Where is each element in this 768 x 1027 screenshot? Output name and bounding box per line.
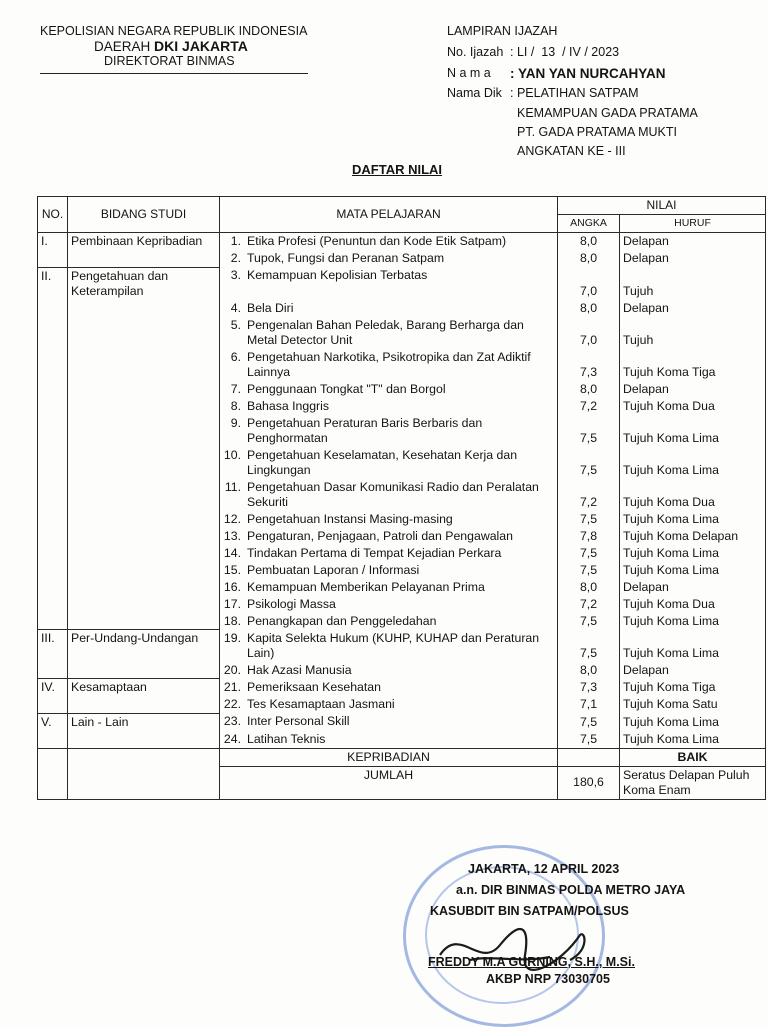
- grade-angka: 7,2: [558, 479, 620, 511]
- header-right: [447, 24, 767, 159]
- signature-block: [420, 862, 760, 987]
- nama-dik-line2: KEMAMPUAN GADA PRATAMA: [517, 106, 698, 120]
- subject-name: Pemeriksaan Kesehatan: [247, 679, 381, 694]
- table-row: [38, 613, 766, 630]
- grade-angka: 8,0: [558, 233, 620, 251]
- subject-wrapper: [223, 563, 554, 578]
- ijazah-no-label: No. Ijazah: [447, 45, 504, 59]
- group-bidang: [68, 613, 220, 630]
- group-bidang: [68, 662, 220, 679]
- subject-wrapper: [223, 529, 554, 544]
- subject-cell: [220, 696, 558, 713]
- jumlah-label: JUMLAH: [220, 766, 558, 799]
- table-row: [38, 630, 766, 662]
- grade-angka: 7,5: [558, 545, 620, 562]
- group-bidang: [68, 398, 220, 415]
- subject-name: Pengetahuan Narkotika, Psikotropika dan Zat Adiktif Lainnya: [247, 349, 531, 379]
- footer-blank-no: [38, 748, 68, 766]
- signer-rank-nrp: AKBP NRP 73030705: [486, 972, 610, 986]
- grade-angka: 7,5: [558, 731, 620, 749]
- subject-cell: [220, 267, 558, 300]
- table-row: [38, 545, 766, 562]
- subject-cell: [220, 613, 558, 630]
- group-no: [38, 579, 68, 596]
- grade-huruf: Tujuh Koma Tiga: [620, 679, 766, 697]
- subject-number: 12.: [223, 511, 241, 526]
- group-bidang: [68, 300, 220, 317]
- subject-number: 7.: [230, 381, 241, 396]
- grade-angka: 7,5: [558, 613, 620, 630]
- group-no: I.: [38, 233, 68, 251]
- nama-value: : YAN YAN NURCAHYAN: [510, 66, 666, 81]
- group-no: [38, 479, 68, 511]
- subject-cell: [220, 415, 558, 447]
- table-row: [38, 528, 766, 545]
- group-no: [38, 696, 68, 713]
- subject-cell: [220, 447, 558, 479]
- col-header-angka: ANGKA: [558, 215, 620, 233]
- table-row: [38, 300, 766, 317]
- subject-wrapper: [223, 597, 554, 612]
- page-title: DAFTAR NILAI: [352, 162, 443, 177]
- grade-huruf: Tujuh: [620, 317, 766, 349]
- table-row: [38, 579, 766, 596]
- group-bidang: [68, 511, 220, 528]
- grade-huruf: Tujuh Koma Lima: [620, 415, 766, 447]
- grade-huruf: Delapan: [620, 250, 766, 267]
- subject-wrapper: [223, 448, 554, 478]
- subject-number: 6.: [230, 349, 241, 364]
- table-row: [38, 317, 766, 349]
- grade-angka: 8,0: [558, 250, 620, 267]
- grade-huruf: Delapan: [620, 662, 766, 679]
- footer-blank-bidang: [68, 748, 220, 766]
- grade-huruf: Tujuh Koma Lima: [620, 545, 766, 562]
- subject-number: 3.: [230, 268, 241, 282]
- signer-name: FREDDY M.A GURNING, S.H., M.Si.: [428, 955, 635, 969]
- grade-angka: 7,8: [558, 528, 620, 545]
- jabatan: KASUBDIT BIN SATPAM/POLSUS: [430, 904, 629, 918]
- subject-name: Etika Profesi (Penuntun dan Kode Etik Satpam): [247, 234, 507, 248]
- jumlah-huruf: Seratus Delapan Puluh Koma Enam: [620, 766, 766, 799]
- subject-number: 1.: [230, 234, 241, 248]
- subject-name: Bela Diri: [247, 300, 294, 315]
- subject-wrapper: [223, 714, 554, 729]
- subject-cell: [220, 679, 558, 697]
- subject-wrapper: [223, 732, 554, 747]
- subject-cell: [220, 317, 558, 349]
- atas-nama: a.n. DIR BINMAS POLDA METRO JAYA: [456, 883, 686, 897]
- subject-wrapper: [223, 234, 554, 249]
- table-row: [38, 447, 766, 479]
- group-no: [38, 511, 68, 528]
- grade-angka: 8,0: [558, 381, 620, 398]
- kepribadian-value: BAIK: [620, 748, 766, 766]
- subject-cell: [220, 479, 558, 511]
- table-row: [38, 731, 766, 749]
- group-no: [38, 300, 68, 317]
- table-row: [38, 250, 766, 267]
- subject-wrapper: [223, 663, 554, 678]
- subject-number: 5.: [230, 317, 241, 332]
- kepribadian-angka-blank: [558, 748, 620, 766]
- grade-angka: 7,3: [558, 679, 620, 697]
- col-header-mapel: MATA PELAJARAN: [220, 197, 558, 233]
- nama-label: N a m a: [447, 66, 491, 80]
- group-no: [38, 613, 68, 630]
- footer-blank-no-2: [38, 766, 68, 799]
- table-row: [38, 398, 766, 415]
- grade-huruf: Tujuh Koma Lima: [620, 562, 766, 579]
- subject-wrapper: [223, 614, 554, 629]
- subject-cell: [220, 349, 558, 381]
- grade-huruf: Delapan: [620, 381, 766, 398]
- subject-name: Pengetahuan Dasar Komunikasi Radio dan Peralatan Sekuriti: [247, 479, 539, 509]
- grade-angka: 7,2: [558, 398, 620, 415]
- group-bidang: Kesamaptaan: [68, 679, 220, 697]
- grade-huruf: Tujuh Koma Dua: [620, 479, 766, 511]
- group-no: [38, 415, 68, 447]
- subject-cell: [220, 713, 558, 731]
- group-bidang: [68, 579, 220, 596]
- grade-huruf: Tujuh Koma Tiga: [620, 349, 766, 381]
- subject-wrapper: [223, 318, 554, 348]
- subject-cell: [220, 528, 558, 545]
- nama-dik-line4: ANGKATAN KE - III: [517, 144, 626, 158]
- subject-cell: [220, 731, 558, 749]
- group-bidang: [68, 415, 220, 447]
- subject-wrapper: [223, 350, 554, 380]
- grade-angka: 7,5: [558, 447, 620, 479]
- table-row: [38, 662, 766, 679]
- grade-angka: 7,5: [558, 511, 620, 528]
- subject-wrapper: [223, 546, 554, 561]
- group-no: [38, 562, 68, 579]
- subject-name: Tupok, Fungsi dan Peranan Satpam: [247, 251, 445, 265]
- subject-wrapper: [223, 512, 554, 527]
- table-row: [38, 679, 766, 697]
- subject-cell: [220, 545, 558, 562]
- group-no: [38, 250, 68, 267]
- grade-angka: 7,5: [558, 713, 620, 731]
- subject-name: Kapita Selekta Hukum (KUHP, KUHAP dan Peraturan Lain): [247, 630, 540, 660]
- subject-name: Pembuatan Laporan / Informasi: [247, 562, 420, 577]
- subject-name: Hak Azasi Manusia: [247, 662, 352, 677]
- subject-name: Tes Kesamaptaan Jasmani: [247, 697, 395, 711]
- footer-blank-bidang-2: [68, 766, 220, 799]
- group-no: [38, 731, 68, 749]
- subject-name: Bahasa Inggris: [247, 398, 330, 413]
- header-left: [40, 24, 310, 74]
- subject-cell: [220, 630, 558, 662]
- place-date: JAKARTA, 12 APRIL 2023: [468, 862, 620, 876]
- grade-angka: 7,2: [558, 596, 620, 613]
- table-row: [38, 696, 766, 713]
- group-bidang: [68, 381, 220, 398]
- subject-name: Latihan Teknis: [247, 731, 326, 746]
- subject-name: Psikologi Massa: [247, 596, 336, 611]
- subject-cell: [220, 596, 558, 613]
- group-bidang: [68, 447, 220, 479]
- group-no: [38, 596, 68, 613]
- grade-huruf: Tujuh Koma Lima: [620, 511, 766, 528]
- subject-number: 22.: [223, 697, 241, 711]
- group-no: [38, 447, 68, 479]
- subject-number: 18.: [223, 613, 241, 628]
- institution-name: KEPOLISIAN NEGARA REPUBLIK INDONESIA: [40, 24, 308, 38]
- nama-dik-value: : PELATIHAN SATPAM: [510, 86, 639, 100]
- subject-number: 16.: [223, 579, 241, 594]
- subject-number: 24.: [223, 731, 241, 746]
- subject-cell: [220, 511, 558, 528]
- subject-number: 19.: [223, 630, 241, 645]
- col-header-huruf: HURUF: [620, 215, 766, 233]
- grade-angka: 7,5: [558, 630, 620, 662]
- group-bidang: Pembinaan Kepribadian: [68, 233, 220, 251]
- group-bidang: Pengetahuan dan Keterampilan: [68, 267, 220, 300]
- col-header-no: NO.: [38, 197, 68, 233]
- subject-name: Pengetahuan Keselamatan, Kesehatan Kerja dan Lingkungan: [247, 447, 518, 477]
- group-bidang: Per-Undang-Undangan: [68, 630, 220, 662]
- group-bidang: [68, 545, 220, 562]
- grade-huruf: Tujuh Koma Lima: [620, 630, 766, 662]
- group-bidang: [68, 528, 220, 545]
- group-no: [38, 381, 68, 398]
- grade-angka: 7,5: [558, 415, 620, 447]
- subject-cell: [220, 233, 558, 251]
- grade-huruf: Tujuh Koma Lima: [620, 613, 766, 630]
- grade-huruf: Tujuh Koma Dua: [620, 596, 766, 613]
- group-no: IV.: [38, 679, 68, 697]
- subject-number: 9.: [230, 415, 241, 430]
- grade-huruf: Tujuh Koma Lima: [620, 447, 766, 479]
- directorate: DIREKTORAT BINMAS: [104, 54, 235, 68]
- subject-name: Kemampuan Memberikan Pelayanan Prima: [247, 579, 485, 594]
- ijazah-no-value: : LI / 13 / IV / 2023: [510, 45, 620, 59]
- subject-number: 14.: [223, 545, 241, 560]
- group-bidang: [68, 479, 220, 511]
- subject-wrapper: [223, 301, 554, 316]
- subject-wrapper: [223, 251, 554, 266]
- subject-number: 11.: [224, 479, 241, 494]
- subject-number: 23.: [223, 714, 241, 728]
- lampiran-title: LAMPIRAN IJAZAH: [447, 24, 558, 38]
- table-row: [38, 415, 766, 447]
- grade-angka: 8,0: [558, 662, 620, 679]
- header-underline: [40, 73, 308, 74]
- group-bidang: [68, 696, 220, 713]
- subject-wrapper: [223, 382, 554, 397]
- subject-cell: [220, 300, 558, 317]
- table-row: [38, 511, 766, 528]
- grade-huruf: Tujuh Koma Dua: [620, 398, 766, 415]
- group-no: [38, 398, 68, 415]
- group-no: [38, 317, 68, 349]
- col-header-bidang: BIDANG STUDI: [68, 197, 220, 233]
- subject-name: Penggunaan Tongkat "T" dan Borgol: [247, 381, 446, 396]
- table-row: [38, 713, 766, 731]
- subject-number: 17.: [223, 596, 241, 611]
- ijazah-no-row: [447, 45, 767, 60]
- grade-huruf: Tujuh Koma Satu: [620, 696, 766, 713]
- grade-angka: 7,3: [558, 349, 620, 381]
- kepribadian-label: KEPRIBADIAN: [220, 748, 558, 766]
- subject-cell: [220, 579, 558, 596]
- subject-number: 10.: [223, 447, 241, 462]
- group-bidang: [68, 562, 220, 579]
- table-row: [38, 479, 766, 511]
- grade-huruf: Delapan: [620, 300, 766, 317]
- group-no: [38, 545, 68, 562]
- nama-dik-line3: PT. GADA PRATAMA MUKTI: [517, 125, 677, 139]
- grade-angka: 7,1: [558, 696, 620, 713]
- region-line: DAERAH DKI JAKARTA: [94, 38, 248, 54]
- subject-number: 15.: [223, 562, 241, 577]
- nama-row: [447, 66, 767, 81]
- table-row: [38, 562, 766, 579]
- subject-name: Pengaturan, Penjagaan, Patroli dan Pengawalan: [247, 528, 513, 543]
- subject-number: 2.: [230, 251, 241, 265]
- group-bidang: Lain - Lain: [68, 713, 220, 731]
- group-bidang: [68, 731, 220, 749]
- group-no: II.: [38, 267, 68, 300]
- grades-table: [37, 196, 766, 800]
- nama-dik-row: [447, 86, 767, 101]
- grade-huruf: Tujuh Koma Delapan: [620, 528, 766, 545]
- table-row: [38, 349, 766, 381]
- subject-cell: [220, 381, 558, 398]
- subject-number: 21.: [223, 679, 241, 694]
- subject-cell: [220, 250, 558, 267]
- subject-cell: [220, 398, 558, 415]
- subject-name: Pengetahuan Instansi Masing-masing: [247, 511, 453, 526]
- table-row: [38, 267, 766, 300]
- grade-huruf: Delapan: [620, 233, 766, 251]
- group-no: [38, 528, 68, 545]
- subject-number: 4.: [230, 300, 241, 315]
- grade-angka: 7,5: [558, 562, 620, 579]
- group-bidang: [68, 317, 220, 349]
- subject-name: Pengenalan Bahan Peledak, Barang Berharga dan Metal Detector Unit: [247, 317, 524, 347]
- grade-angka: 8,0: [558, 579, 620, 596]
- subject-name: Penangkapan dan Penggeledahan: [247, 613, 437, 628]
- group-no: [38, 662, 68, 679]
- grade-angka: 8,0: [558, 300, 620, 317]
- subject-wrapper: [223, 580, 554, 595]
- subject-wrapper: [223, 631, 554, 661]
- group-no: V.: [38, 713, 68, 731]
- subject-wrapper: [223, 680, 554, 695]
- nama-dik-label: Nama Dik: [447, 86, 502, 100]
- group-no: [38, 349, 68, 381]
- table-row: [38, 596, 766, 613]
- grade-huruf: Tujuh Koma Lima: [620, 713, 766, 731]
- subject-cell: [220, 662, 558, 679]
- subject-number: 8.: [230, 398, 241, 413]
- grade-angka: 7,0: [558, 317, 620, 349]
- table-row: [38, 233, 766, 251]
- grade-huruf: Delapan: [620, 579, 766, 596]
- subject-name: Pengetahuan Peraturan Baris Berbaris dan Penghormatan: [247, 415, 483, 445]
- col-header-nilai: NILAI: [558, 197, 766, 215]
- group-bidang: [68, 349, 220, 381]
- table-row: [38, 381, 766, 398]
- group-bidang: [68, 596, 220, 613]
- subject-name: Kemampuan Kepolisian Terbatas: [247, 268, 428, 282]
- subject-wrapper: [223, 697, 554, 712]
- group-bidang: [68, 250, 220, 267]
- subject-wrapper: [223, 416, 554, 446]
- grades-body: [38, 233, 766, 749]
- subject-cell: [220, 562, 558, 579]
- grade-angka: 7,0: [558, 267, 620, 300]
- subject-name: Tindakan Pertama di Tempat Kejadian Perkara: [247, 545, 502, 560]
- subject-wrapper: [223, 480, 554, 510]
- subject-name: Inter Personal Skill: [247, 714, 350, 728]
- group-no: III.: [38, 630, 68, 662]
- subject-number: 13.: [223, 528, 241, 543]
- jumlah-angka: 180,6: [558, 766, 620, 799]
- grade-huruf: Tujuh Koma Lima: [620, 731, 766, 749]
- grade-huruf: Tujuh: [620, 267, 766, 300]
- subject-number: 20.: [223, 662, 241, 677]
- subject-wrapper: [223, 399, 554, 414]
- subject-wrapper: [223, 268, 554, 283]
